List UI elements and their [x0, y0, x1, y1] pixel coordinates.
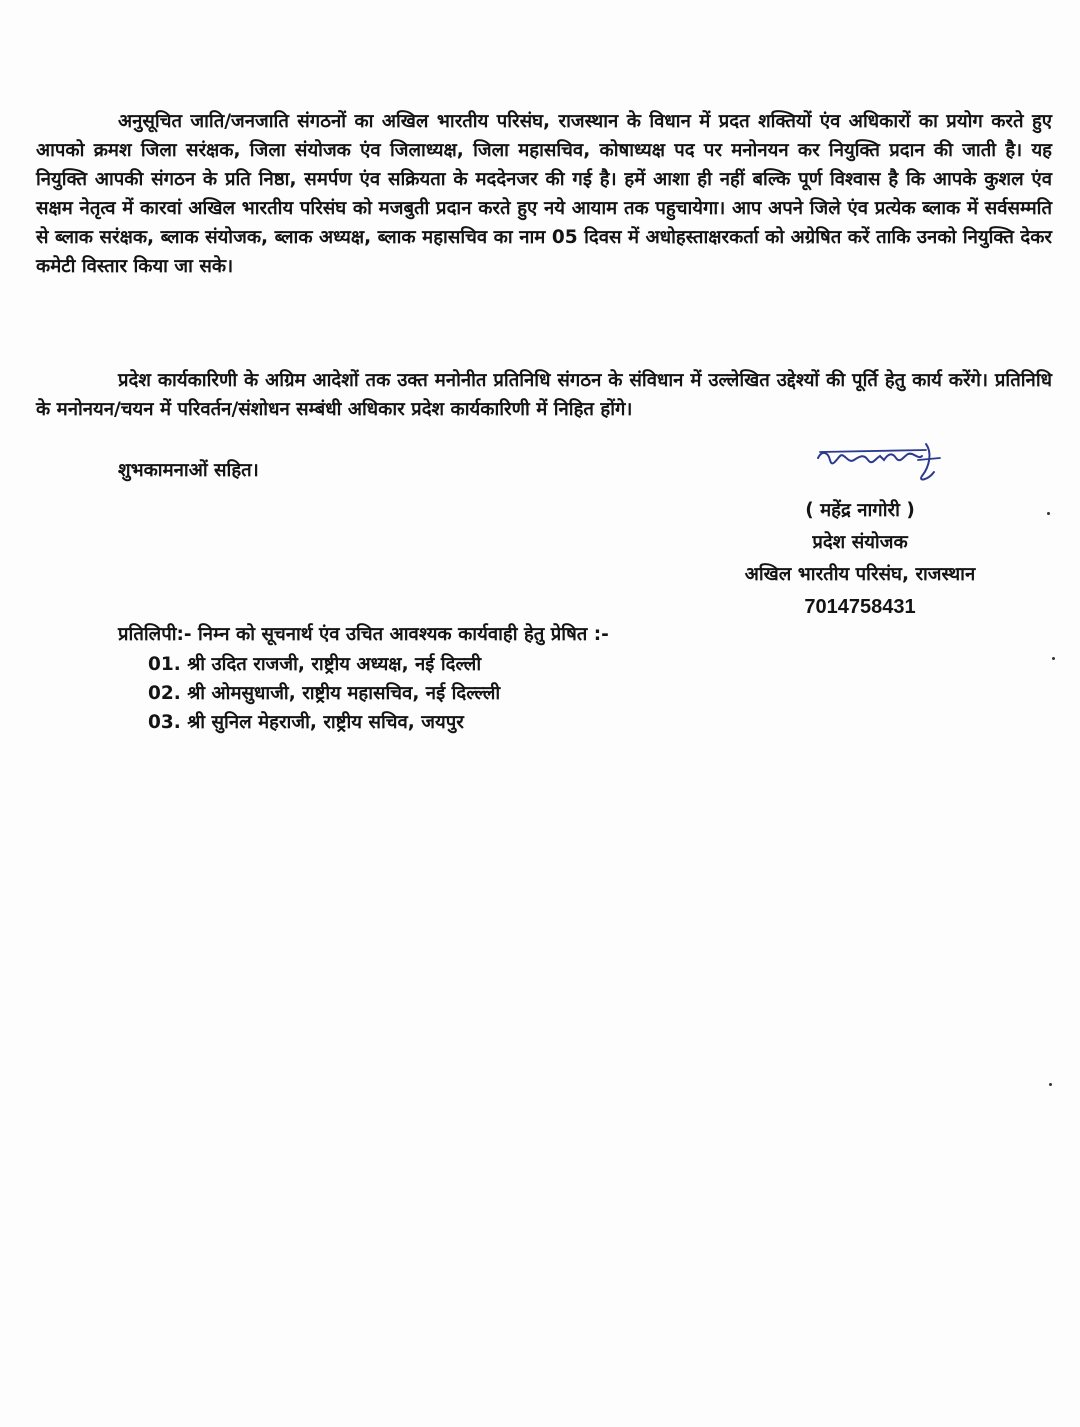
copy-recipient: 01. श्री उदित राजजी, राष्ट्रीय अध्यक्ष, नई दिल्ली	[148, 654, 482, 675]
copy-recipient: 03. श्री सुनिल मेहराजी, राष्ट्रीय सचिव, जयपुर	[148, 712, 464, 733]
signatory-organization: अखिल भारतीय परिसंघ, राजस्थान	[744, 564, 976, 585]
copy-to-heading: प्रतिलिपी:- निम्न को सूचनार्थ एंव उचित आवश्यक कार्यवाही हेतु प्रेषित :-	[118, 624, 609, 645]
scan-speck	[1047, 512, 1050, 515]
copy-recipient: 02. श्री ओमसुधाजी, राष्ट्रीय महासचिव, नई दिल्ल्ली	[148, 683, 501, 704]
signatory-name: ( महेंद्र नागोरी )	[805, 500, 915, 521]
scan-speck	[1049, 1083, 1052, 1086]
body-paragraph-1: अनुसूचित जाति/जनजाति संगठनों का अखिल भारतीय परिसंघ, राजस्थान के विधान में प्रदत शक्तियों एंव अधिकारों का प्रयोग करते हुए आपको क्रमश जिला सरंक्षक, जिला संयोजक एंव जिलाध्यक्ष, जिला महासचिव, कोषाध्यक्ष पद पर मनोनयन कर नियुक्ति प्रदान की जाती है। यह नियुक्ति आपकी संगठन के प्रति निष्ठा, समर्पण एंव सक्रियता के मददेनजर की गई है। हमें आशा ही नहीं बल्कि पूर्ण विश्वास है कि आपके कुशल एंव सक्षम नेतृत्व में कारवां अखिल भारतीय परिसंघ को मजबुती प्रदान करते हुए नये आयाम तक पहुचायेगा। आप अपने जिले एंव प्रत्येक ब्लाक में सर्वसम्मति से ब्लाक सरंक्षक, ब्लाक संयोजक, ब्लाक अध्यक्ष, ब्लाक महासचिव का नाम 05 दिवस में अधोहस्ताक्षरकर्ता को अग्रेषित करें ताकि उनको नियुक्ति देकर कमेटी विस्तार किया जा सके।	[36, 111, 1052, 277]
signatory-phone: 7014758431	[804, 596, 916, 618]
signatory-designation: प्रदेश संयोजक	[812, 532, 908, 553]
closing-regards: शुभकामनाओं सहित।	[118, 460, 259, 481]
copy-recipient-list	[148, 650, 500, 737]
body-paragraph-2: प्रदेश कार्यकारिणी के अग्रिम आदेशों तक उक्त मनोनीत प्रतिनिधि संगठन के संविधान में उल्लेखित उद्देश्यों की पूर्ति हेतु कार्य करेंगे। प्रतिनिधि के मनोनयन/चयन में परिवर्तन/संशोधन सम्बंधी अधिकार प्रदेश कार्यकारिणी में निहित होंगे।	[36, 370, 1052, 420]
signature-block	[690, 495, 1030, 623]
scan-speck	[1052, 657, 1055, 660]
handwritten-signature	[810, 430, 960, 490]
